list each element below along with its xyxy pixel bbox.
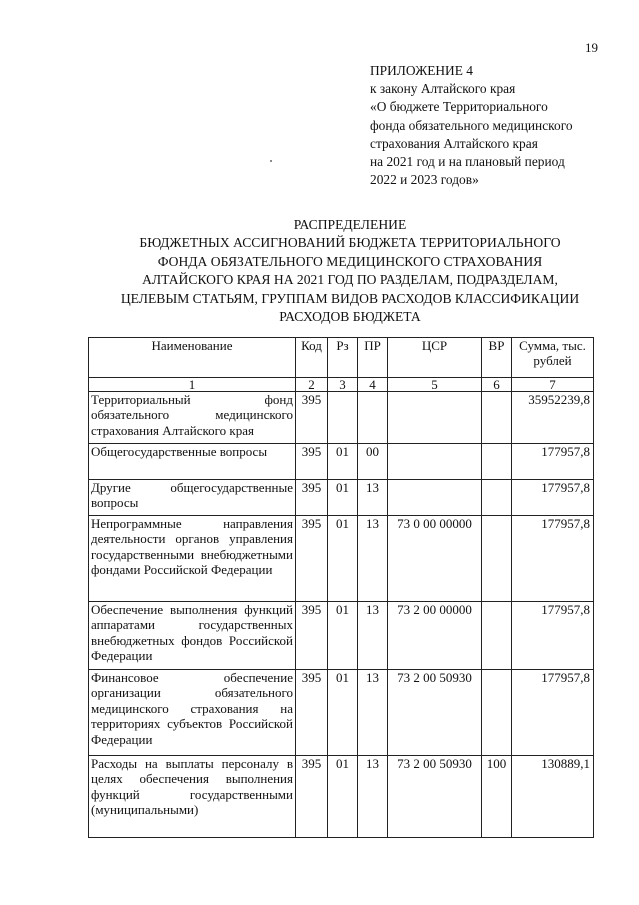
- cell-name: Общегосударственные вопросы: [89, 444, 296, 480]
- column-number: 7: [512, 378, 594, 392]
- document-title: [60, 216, 639, 326]
- cell-code: 395: [296, 670, 328, 756]
- cell-vr: [482, 602, 512, 670]
- title-line: РАСХОДОВ БЮДЖЕТА: [279, 309, 421, 325]
- table-row: [89, 480, 594, 516]
- cell-name: Другие общегосударственные вопросы: [89, 480, 296, 516]
- cell-csr: 73 2 00 50930: [388, 756, 482, 838]
- appendix-line: страхования Алтайского края: [370, 135, 538, 151]
- cell-sum: 177957,8: [512, 516, 594, 602]
- header-name: Наименование: [89, 338, 296, 378]
- cell-csr: [388, 480, 482, 516]
- title-line: АЛТАЙСКОГО КРАЯ НА 2021 ГОД ПО РАЗДЕЛАМ, ПОДРАЗДЕЛАМ,: [142, 272, 558, 288]
- table-row: [89, 392, 594, 444]
- title-line: БЮДЖЕТНЫХ АССИГНОВАНИЙ БЮДЖЕТА ТЕРРИТОРИАЛЬНОГО: [139, 235, 561, 251]
- appendix-line: ПРИЛОЖЕНИЕ 4: [370, 63, 473, 78]
- cell-name: Расходы на выплаты персоналу в целях обеспечения выполнения функций государственными (муниципальными): [89, 756, 296, 838]
- cell-rz: 01: [328, 756, 358, 838]
- table-row: [89, 444, 594, 480]
- cell-vr: [482, 670, 512, 756]
- appendix-line: на 2021 год и на плановый период: [370, 154, 565, 170]
- header-sum: Сумма, тыс. рублей: [512, 338, 594, 378]
- table-header-row: [89, 338, 594, 378]
- appendix-line: фонда обязательного медицинского: [370, 117, 573, 133]
- cell-name: Территориальный фонд обязательного медицинского страхования Алтайского края: [89, 392, 296, 444]
- cell-rz: 01: [328, 516, 358, 602]
- cell-code: 395: [296, 480, 328, 516]
- column-number: 1: [89, 378, 296, 392]
- cell-vr: [482, 392, 512, 444]
- cell-name: Непрограммные направления деятельности органов управления государственными внебюджетными фондами Российской Федерации: [89, 516, 296, 602]
- cell-csr: 73 2 00 00000: [388, 602, 482, 670]
- cell-code: 395: [296, 756, 328, 838]
- column-number: 5: [388, 378, 482, 392]
- scan-speck: [270, 160, 272, 162]
- cell-csr: [388, 392, 482, 444]
- column-number-row: [89, 378, 594, 392]
- page-number: 19: [585, 40, 598, 55]
- cell-code: 395: [296, 602, 328, 670]
- appendix-line: «О бюджете Территориального: [370, 99, 548, 115]
- title-line: ФОНДА ОБЯЗАТЕЛЬНОГО МЕДИЦИНСКОГО СТРАХОВАНИЯ: [157, 253, 543, 269]
- cell-pr: 13: [358, 480, 388, 516]
- cell-rz: 01: [328, 602, 358, 670]
- header-csr: ЦСР: [388, 338, 482, 378]
- column-number: 6: [482, 378, 512, 392]
- cell-pr: [358, 392, 388, 444]
- cell-rz: 01: [328, 670, 358, 756]
- appendix-line: к закону Алтайского края: [370, 81, 516, 97]
- title-line: РАСПРЕДЕЛЕНИЕ: [293, 217, 407, 232]
- cell-pr: 13: [358, 756, 388, 838]
- column-number: 3: [328, 378, 358, 392]
- cell-pr: 00: [358, 444, 388, 480]
- table-row: [89, 516, 594, 602]
- cell-vr: [482, 480, 512, 516]
- budget-table: [88, 337, 594, 838]
- cell-csr: [388, 444, 482, 480]
- appendix-line: 2022 и 2023 годов»: [370, 172, 479, 188]
- cell-vr: [482, 444, 512, 480]
- cell-code: 395: [296, 516, 328, 602]
- table-row: [89, 670, 594, 756]
- cell-rz: 01: [328, 444, 358, 480]
- column-number: 4: [358, 378, 388, 392]
- cell-sum: 177957,8: [512, 602, 594, 670]
- cell-sum: 130889,1: [512, 756, 594, 838]
- cell-pr: 13: [358, 602, 388, 670]
- cell-code: 395: [296, 392, 328, 444]
- cell-vr: 100: [482, 756, 512, 838]
- cell-csr: 73 2 00 50930: [388, 670, 482, 756]
- cell-code: 395: [296, 444, 328, 480]
- cell-sum: 177957,8: [512, 670, 594, 756]
- cell-vr: [482, 516, 512, 602]
- cell-sum: 35952239,8: [512, 392, 594, 444]
- table-row: [89, 756, 594, 838]
- header-pr: ПР: [358, 338, 388, 378]
- cell-sum: 177957,8: [512, 444, 594, 480]
- cell-rz: 01: [328, 480, 358, 516]
- cell-pr: 13: [358, 670, 388, 756]
- cell-csr: 73 0 00 00000: [388, 516, 482, 602]
- title-line: ЦЕЛЕВЫМ СТАТЬЯМ, ГРУППАМ ВИДОВ РАСХОДОВ КЛАССИФИКАЦИИ: [120, 290, 580, 306]
- column-number: 2: [296, 378, 328, 392]
- header-vr: ВР: [482, 338, 512, 378]
- cell-sum: 177957,8: [512, 480, 594, 516]
- header-code: Код: [296, 338, 328, 378]
- table-row: [89, 602, 594, 670]
- cell-name: Обеспечение выполнения функций аппаратами государственных внебюджетных фондов Российской Федерации: [89, 602, 296, 670]
- appendix-header: [370, 62, 573, 189]
- cell-name: Финансовое обеспечение организации обязательного медицинского страхования на территориях субъектов Российской Федерации: [89, 670, 296, 756]
- cell-rz: [328, 392, 358, 444]
- cell-pr: 13: [358, 516, 388, 602]
- header-rz: Рз: [328, 338, 358, 378]
